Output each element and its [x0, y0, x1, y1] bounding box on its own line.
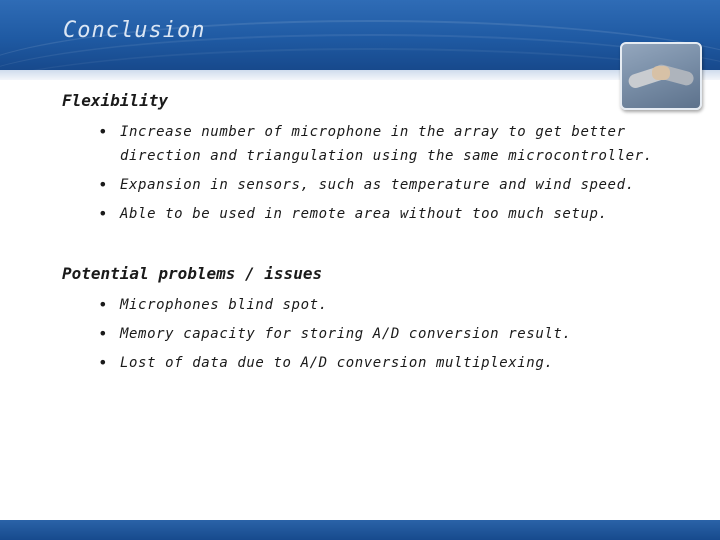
- bullet-icon: •: [98, 204, 108, 223]
- bullet-item: [98, 173, 658, 197]
- section-heading-potential-problems: Potential problems / issues: [62, 264, 323, 283]
- bullet-text: Able to be used in remote area without too much setup.: [120, 206, 608, 222]
- bullet-text: Expansion in sensors, such as temperature and wind speed.: [120, 177, 635, 193]
- section-heading-flexibility: Flexibility: [62, 91, 168, 110]
- header-divider: [0, 70, 720, 80]
- bullet-icon: •: [98, 324, 108, 343]
- bullet-icon: •: [98, 353, 108, 372]
- bullet-text: Lost of data due to A/D conversion multiplexing.: [120, 355, 554, 371]
- photo-hands: [652, 66, 670, 80]
- bullet-text: Memory capacity for storing A/D conversion result.: [120, 326, 572, 342]
- slide-title: Conclusion: [63, 18, 206, 43]
- bullet-item: [98, 293, 658, 317]
- bullet-icon: •: [98, 175, 108, 194]
- handshake-photo-icon: [620, 42, 702, 110]
- bullet-icon: •: [98, 295, 108, 314]
- bullet-icon: •: [98, 122, 108, 141]
- bullet-text: Increase number of microphone in the array to get better direction and triangulation using the same microcontroller.: [120, 124, 653, 164]
- footer-band: [0, 520, 720, 540]
- bullet-item: [98, 202, 658, 226]
- bullet-item: [98, 120, 658, 168]
- bullet-text: Microphones blind spot.: [120, 297, 328, 313]
- bullet-item: [98, 351, 658, 375]
- bullet-item: [98, 322, 658, 346]
